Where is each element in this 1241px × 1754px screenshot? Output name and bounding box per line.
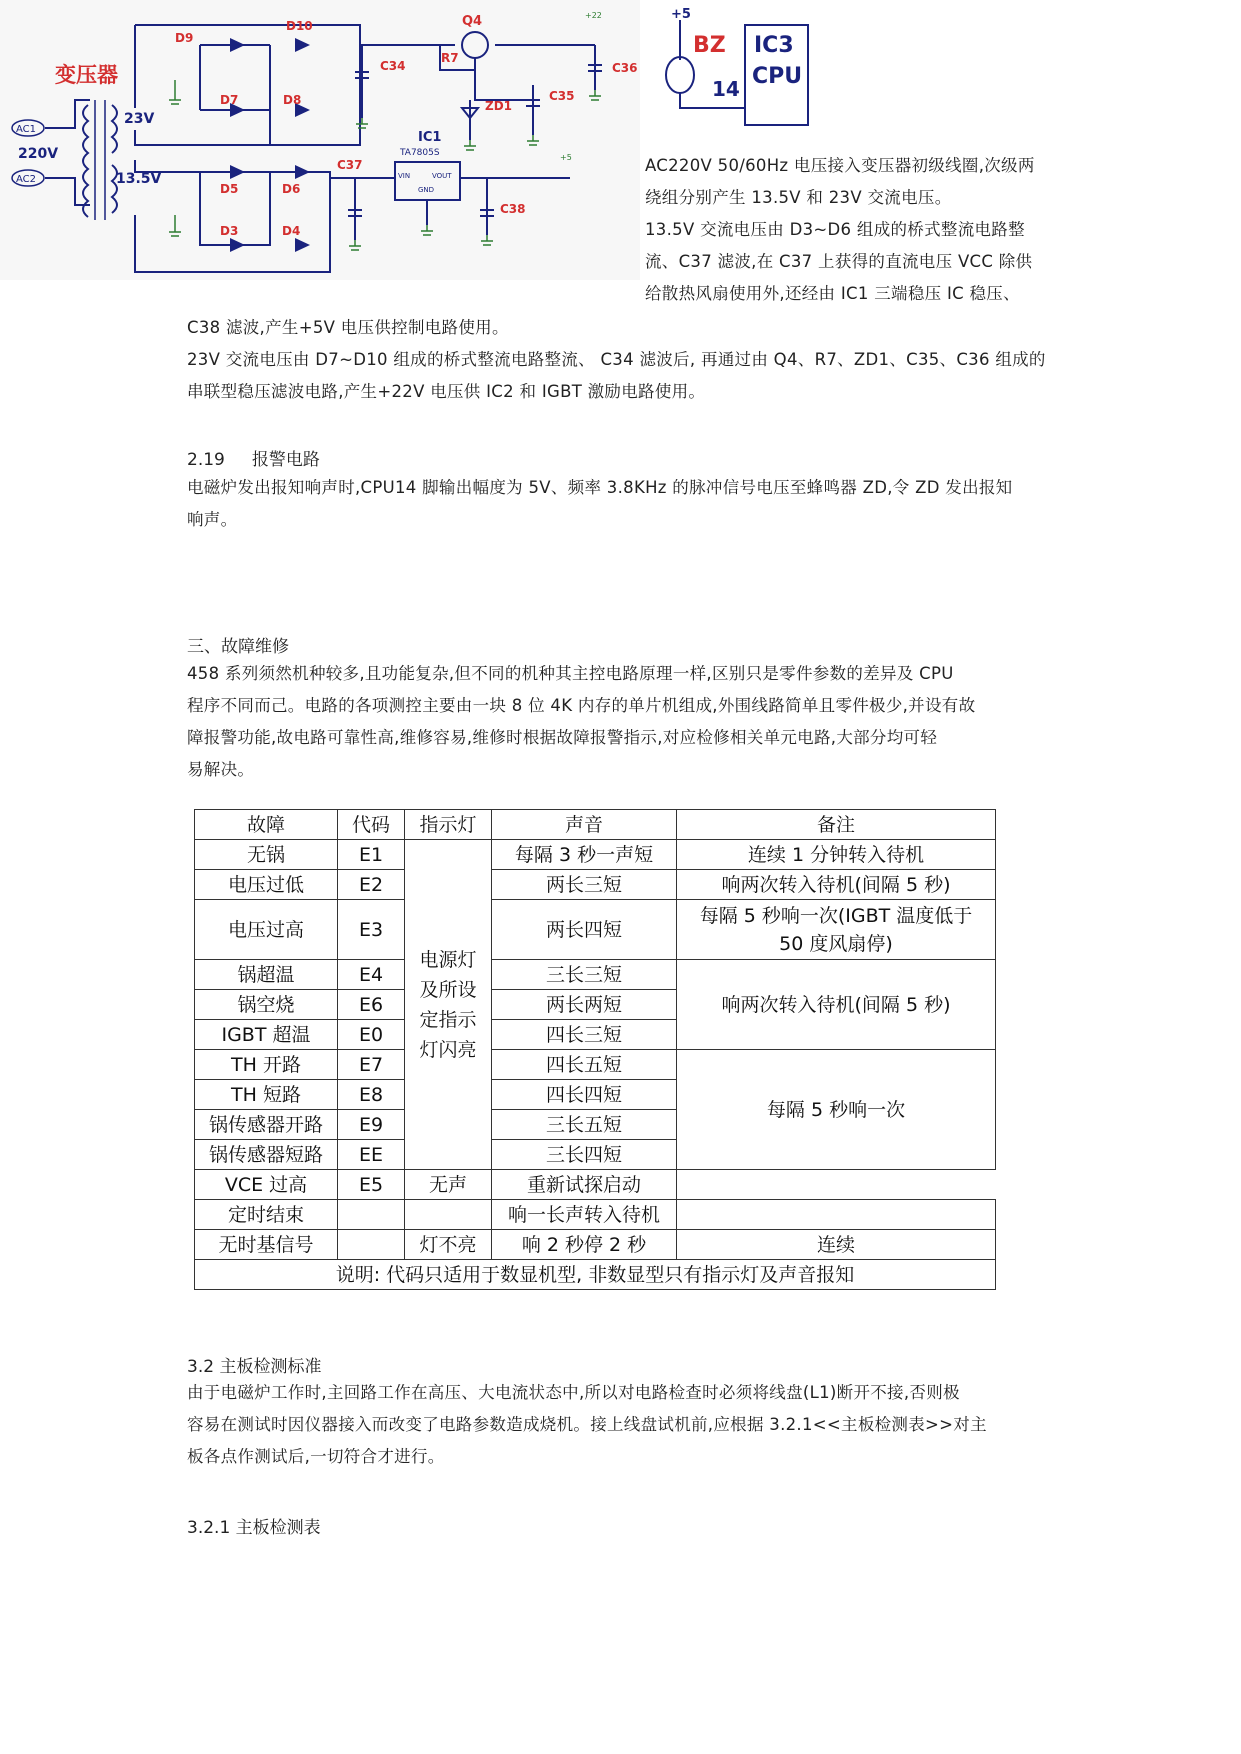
- light-merged-text: 电源灯及所设定指示灯闪亮: [419, 948, 477, 1061]
- label-ic3: IC3: [754, 33, 794, 58]
- cell-sound: 每隔 3 秒一声短: [492, 840, 677, 870]
- cell-sound: 三长五短: [492, 1110, 677, 1140]
- cell-fault: VCE 过高: [195, 1170, 338, 1200]
- section-32-title: 3.2 主板检测标准: [187, 1357, 322, 1377]
- cell-sound: 三长四短: [492, 1140, 677, 1170]
- label-ac2: AC2: [16, 174, 37, 185]
- table-row: [195, 1230, 996, 1260]
- cell-note-merged-a: 响两次转入待机(间隔 5 秒): [677, 960, 996, 1050]
- label-transformer: 变压器: [55, 63, 118, 87]
- label-r7: R7: [441, 51, 459, 65]
- paragraph-line: 板各点作测试后,一切符合才进行。: [187, 1447, 445, 1466]
- cell-fault: 无时基信号: [195, 1230, 338, 1260]
- label-c36: C36: [612, 61, 638, 75]
- header-code: 代码: [338, 810, 405, 840]
- cell-fault: 电压过低: [195, 870, 338, 900]
- paragraph-line: 串联型稳压滤波电路,产生+22V 电压供 IC2 和 IGBT 激励电路使用。: [187, 382, 706, 401]
- cell-code: [338, 1200, 405, 1230]
- cell-code: E0: [338, 1020, 405, 1050]
- cell-code: [338, 1230, 405, 1260]
- cell-code: E1: [338, 840, 405, 870]
- cell-light: 灯不亮: [405, 1230, 492, 1260]
- table-row: [195, 1050, 996, 1080]
- cell-sound: 两长四短: [492, 900, 677, 960]
- paragraph-line: 23V 交流电压由 D7~D10 组成的桥式整流电路整流、 C34 滤波后, 再通过由 Q4、R7、ZD1、C35、C36 组成的: [187, 350, 1046, 369]
- paragraph-line: 易解决。: [187, 760, 255, 779]
- label-c34: C34: [380, 59, 406, 73]
- cell-note: 响两次转入待机(间隔 5 秒): [677, 870, 996, 900]
- label-bz-plus5: +5: [671, 7, 691, 22]
- paragraph-line: 容易在测试时因仪器接入而改变了电路参数造成烧机。接上线盘试机前,应根据 3.2.1<<主板检测表>>对主: [187, 1415, 987, 1434]
- cell-fault: 锅传感器开路: [195, 1110, 338, 1140]
- cell-sound: 四长四短: [492, 1080, 677, 1110]
- cell-note: 每隔 5 秒响一次(IGBT 温度低于 50 度风扇停): [677, 900, 996, 960]
- cell-code: E3: [338, 900, 405, 960]
- cell-code: E6: [338, 990, 405, 1020]
- power-paragraph: [187, 312, 1046, 408]
- paragraph-line: 程序不同而己。电路的各项测控主要由一块 8 位 4K 内存的单片机组成,外围线路简单且零件极少,并设有故: [187, 696, 976, 715]
- table-row: [195, 870, 996, 900]
- label-c38: C38: [500, 202, 526, 216]
- header-light: 指示灯: [405, 810, 492, 840]
- label-d8: D8: [283, 93, 302, 107]
- table-row: [195, 840, 996, 870]
- table-footnote: 说明: 代码只适用于数显机型, 非数显型只有指示灯及声音报知: [195, 1260, 996, 1290]
- label-13-5v: 13.5V: [116, 171, 162, 187]
- cell-fault: 无锅: [195, 840, 338, 870]
- cell-fault: 定时结束: [195, 1200, 338, 1230]
- label-23v: 23V: [124, 111, 155, 127]
- label-plus5: +5: [560, 153, 572, 162]
- section-219-body: [187, 472, 1012, 536]
- cell-code: E7: [338, 1050, 405, 1080]
- paragraph-line: 由于电磁炉工作时,主回路工作在高压、大电流状态中,所以对电路检查时必须将线盘(L1)断开不接,否则极: [187, 1383, 960, 1402]
- section-3-body: [187, 658, 975, 786]
- label-ic1-part: TA7805S: [400, 148, 440, 158]
- label-zd1: ZD1: [485, 99, 513, 113]
- section-32-body: [187, 1377, 987, 1473]
- cell-fault: TH 开路: [195, 1050, 338, 1080]
- label-d9: D9: [175, 31, 194, 45]
- header-note: 备注: [677, 810, 996, 840]
- table-footnote-row: [195, 1260, 996, 1290]
- fault-code-table: [194, 809, 996, 1290]
- intro-line: 13.5V 交流电压由 D3~D6 组成的桥式整流电路整: [645, 220, 1025, 239]
- schematic-background: [0, 0, 640, 280]
- table-row: [195, 1200, 996, 1230]
- section-3-title: 三、故障维修: [187, 637, 289, 657]
- section-321-title: 3.2.1 主板检测表: [187, 1518, 321, 1538]
- header-sound: 声音: [492, 810, 677, 840]
- label-gnd-pin: GND: [418, 186, 435, 194]
- cell-fault: 锅空烧: [195, 990, 338, 1020]
- cell-sound: 四长五短: [492, 1050, 677, 1080]
- table-row: [195, 1170, 996, 1200]
- cell-note: 连续: [677, 1230, 996, 1260]
- table-row: [195, 960, 996, 990]
- label-220v: 220V: [18, 146, 59, 162]
- table-row: [195, 900, 996, 960]
- cell-sound: 两长两短: [492, 990, 677, 1020]
- cell-sound: 无声: [405, 1170, 492, 1200]
- cell-note: 重新试探启动: [492, 1170, 677, 1200]
- label-d7: D7: [220, 93, 239, 107]
- paragraph-line: 响声。: [187, 510, 238, 529]
- cell-fault: 电压过高: [195, 900, 338, 960]
- label-d5: D5: [220, 182, 239, 196]
- paragraph-line: 障报警功能,故电路可靠性高,维修容易,维修时根据故障报警指示,对应检修相关单元电路,大部分均可轻: [187, 728, 938, 747]
- cell-light-merged: [405, 840, 492, 1170]
- table-header-row: [195, 810, 996, 840]
- cell-light: [405, 1200, 492, 1230]
- cell-sound: 响一长声转入待机: [492, 1200, 677, 1230]
- paragraph-line: 458 系列须然机种较多,且功能复杂,但不同的机种其主控电路原理一样,区别只是零件参数的差异及 CPU: [187, 664, 954, 683]
- paragraph-line: 电磁炉发出报知响声时,CPU14 脚输出幅度为 5V、频率 3.8KHz 的脉冲信号电压至蜂鸣器 ZD,令 ZD 发出报知: [187, 478, 1013, 497]
- label-vin: VIN: [398, 172, 411, 180]
- label-d10: D10: [286, 19, 313, 33]
- cell-note: [677, 1200, 996, 1230]
- cell-code: E5: [338, 1170, 405, 1200]
- label-d3: D3: [220, 224, 239, 238]
- section-219-title: 2.19 报警电路: [187, 450, 320, 470]
- label-vout: VOUT: [432, 172, 452, 180]
- cell-note-merged-b: 每隔 5 秒响一次: [677, 1050, 996, 1170]
- cell-code: E8: [338, 1080, 405, 1110]
- label-pin14: 14: [712, 77, 740, 101]
- label-bz: BZ: [693, 33, 726, 58]
- intro-line: AC220V 50/60Hz 电压接入变压器初级线圈,次级两: [645, 156, 1035, 175]
- cell-code: E9: [338, 1110, 405, 1140]
- intro-line: 绕组分别产生 13.5V 和 23V 交流电压。: [645, 188, 952, 207]
- intro-line: 流、C37 滤波,在 C37 上获得的直流电压 VCC 除供: [645, 252, 1033, 271]
- intro-line: 给散热风扇使用外,还经由 IC1 三端稳压 IC 稳压、: [645, 284, 1020, 303]
- header-fault: 故障: [195, 810, 338, 840]
- cell-fault: TH 短路: [195, 1080, 338, 1110]
- label-c35: C35: [549, 89, 575, 103]
- cell-sound: 三长三短: [492, 960, 677, 990]
- label-d4: D4: [282, 224, 301, 238]
- label-cpu: CPU: [752, 64, 803, 89]
- label-c37: C37: [337, 158, 363, 172]
- label-q4: Q4: [462, 14, 483, 29]
- cell-sound: 响 2 秒停 2 秒: [492, 1230, 677, 1260]
- cell-sound: 四长三短: [492, 1020, 677, 1050]
- cell-note: 连续 1 分钟转入待机: [677, 840, 996, 870]
- intro-text: [645, 150, 1035, 310]
- cell-code: EE: [338, 1140, 405, 1170]
- label-d6: D6: [282, 182, 301, 196]
- cell-fault: 锅超温: [195, 960, 338, 990]
- label-plus22: +22: [585, 11, 602, 20]
- cell-code: E4: [338, 960, 405, 990]
- cell-code: E2: [338, 870, 405, 900]
- paragraph-line: C38 滤波,产生+5V 电压供控制电路使用。: [187, 318, 509, 337]
- cell-sound: 两长三短: [492, 870, 677, 900]
- label-ic1: IC1: [418, 130, 442, 145]
- label-ac1: AC1: [16, 124, 37, 135]
- cell-fault: IGBT 超温: [195, 1020, 338, 1050]
- cell-fault: 锅传感器短路: [195, 1140, 338, 1170]
